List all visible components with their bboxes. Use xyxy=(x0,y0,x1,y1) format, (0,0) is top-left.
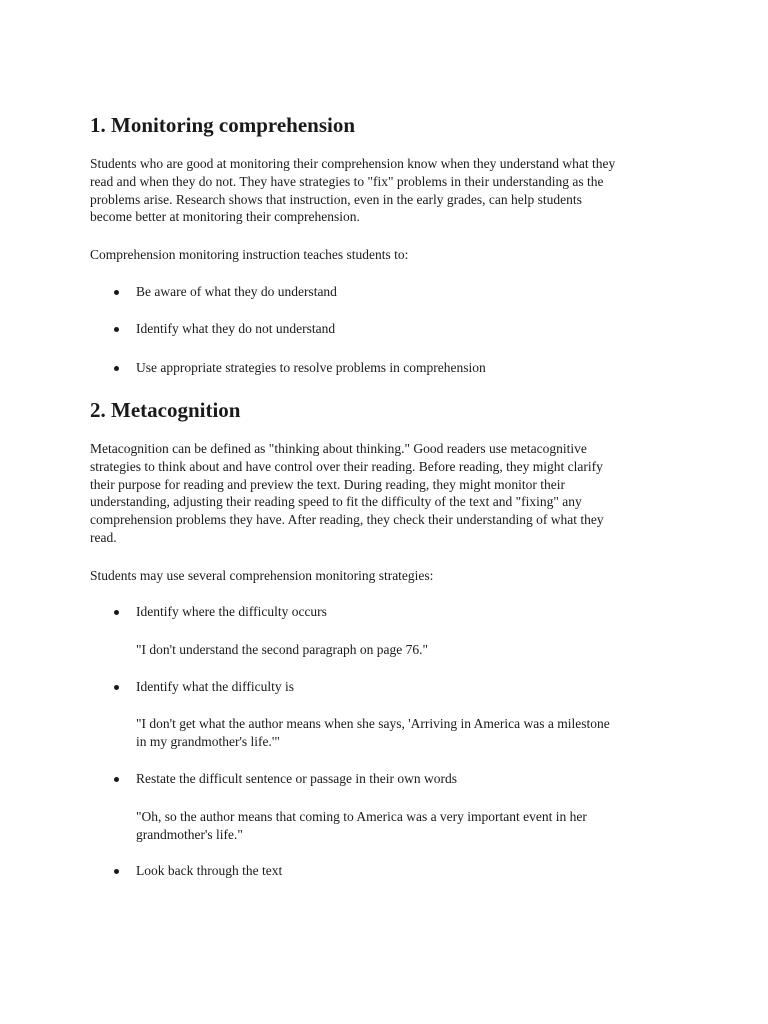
bullet-icon xyxy=(114,610,119,615)
bullet-icon xyxy=(114,366,119,371)
bullet-icon xyxy=(114,869,119,874)
quote-line: "I don't understand the second paragraph on page 76." xyxy=(136,642,428,657)
bullet-icon xyxy=(114,290,119,295)
section-heading-metacognition: 2. Metacognition xyxy=(90,398,241,422)
section2-paragraph-1 xyxy=(90,440,690,547)
section2-paragraph-2: Students may use several comprehension monitoring strategies: xyxy=(90,568,434,583)
quote-line: in my grandmother's life.'" xyxy=(136,733,280,749)
bullet-icon xyxy=(114,685,119,690)
list-item: Identify what the difficulty is xyxy=(136,679,294,694)
text-line: Students who are good at monitoring their comprehension know when they understand what they xyxy=(90,156,616,171)
bullet-icon xyxy=(114,327,119,332)
text-line: read and when they do not. They have strategies to "fix" problems in their understanding as the xyxy=(90,173,604,189)
bullet-icon xyxy=(114,777,119,782)
list-item: Be aware of what they do understand xyxy=(136,284,337,299)
list-item: Restate the difficult sentence or passage in their own words xyxy=(136,771,458,786)
text-line: read. xyxy=(90,529,117,545)
text-line: problems arise. Research shows that instruction, even in the early grades, can help students xyxy=(90,191,582,207)
list-item: Use appropriate strategies to resolve problems in comprehension xyxy=(136,360,486,375)
text-line: comprehension problems they have. After reading, they check their understanding of what they xyxy=(90,512,604,528)
section1-paragraph-2: Comprehension monitoring instruction teaches students to: xyxy=(90,247,409,262)
quote-line: "I don't get what the author means when she says, 'Arriving in America was a milestone xyxy=(136,716,610,731)
text-line: Metacognition can be defined as "thinking about thinking." Good readers use metacognitive xyxy=(90,441,587,456)
list-item: Identify what they do not understand xyxy=(136,321,336,336)
example-quote xyxy=(136,808,688,844)
example-quote xyxy=(136,715,688,751)
section1-paragraph-1 xyxy=(90,155,690,226)
list-item: Identify where the difficulty occurs xyxy=(136,604,327,619)
text-line: strategies to think about and have control over their reading. Before reading, they might clarify xyxy=(90,458,603,474)
text-line: their purpose for reading and preview the text. During reading, they might monitor their xyxy=(90,476,565,492)
quote-line: "Oh, so the author means that coming to America was a very important event in her xyxy=(136,809,587,824)
list-item: Look back through the text xyxy=(136,863,283,878)
text-line: understanding, adjusting their reading speed to fit the difficulty of the text and "fixing" any xyxy=(90,494,582,510)
quote-line: grandmother's life." xyxy=(136,826,243,842)
section-heading-monitoring: 1. Monitoring comprehension xyxy=(90,113,356,137)
text-line: become better at monitoring their comprehension. xyxy=(90,209,360,225)
example-quote xyxy=(136,641,688,659)
